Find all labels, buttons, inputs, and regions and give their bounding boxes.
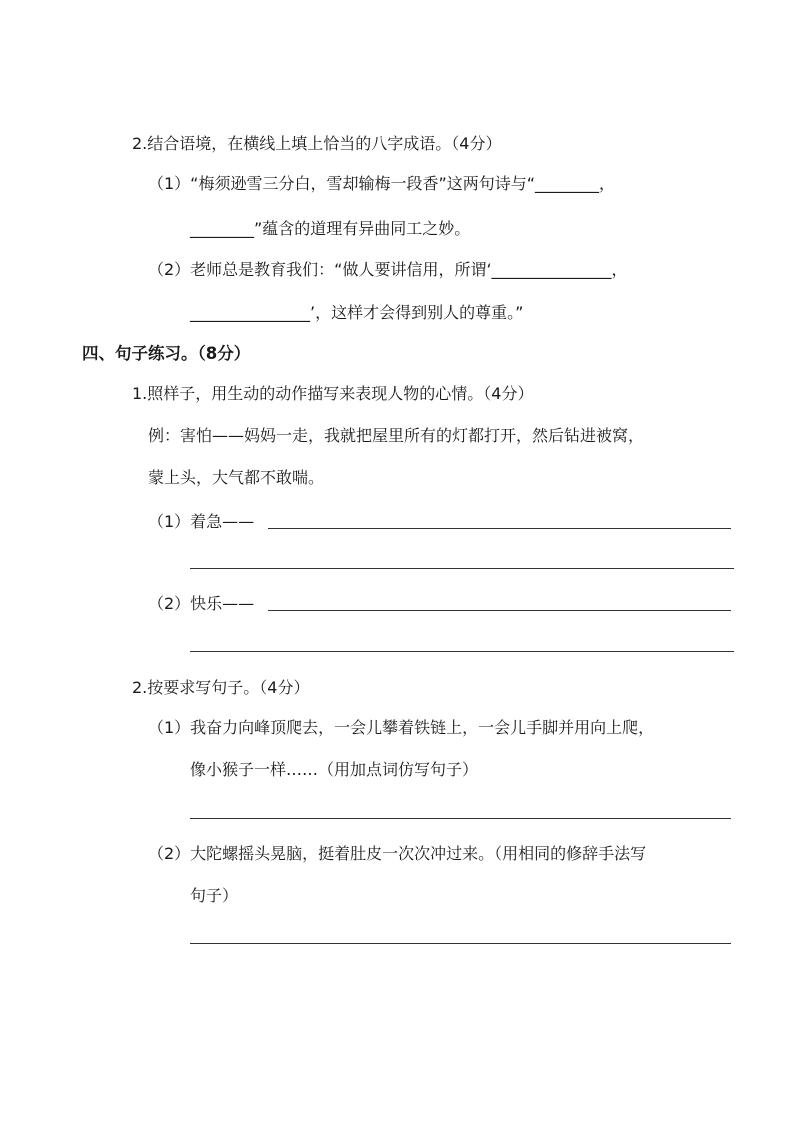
- q2-idiom-title: 2.结合语境，在横线上填上恰当的八字成语。（4分）: [132, 134, 502, 153]
- q1-item1-label: （1）着急——: [148, 512, 255, 531]
- answer-line[interactable]: [190, 943, 731, 944]
- answer-line[interactable]: [190, 568, 734, 569]
- answer-line[interactable]: [268, 528, 731, 529]
- q2-s-item1-line2: 像小猴子一样……（用加点词仿写句子）: [190, 760, 479, 779]
- q2-item2-line2: _______________’，这样才会得到别人的尊重。”: [190, 303, 524, 322]
- answer-line[interactable]: [190, 818, 731, 819]
- q2-s-item1-line1: （1）我奋力向峰顶爬去，一会儿攀着铁链上，一会儿手脚并用向上爬，: [148, 718, 655, 737]
- answer-line[interactable]: [190, 651, 734, 652]
- q2-s-item2-line1: （2）大陀螺摇头晃脑，挺着肚皮一次次冲过来。（用相同的修辞手法写: [148, 844, 647, 863]
- answer-line[interactable]: [268, 610, 731, 611]
- q2-sentence-title: 2.按要求写句子。（4分）: [132, 678, 310, 697]
- q1-example-line1: 例：害怕——妈妈一走，我就把屋里所有的灯都打开，然后钻进被窝，: [148, 426, 645, 445]
- section4-heading: 四、句子练习。（8分）: [82, 344, 251, 363]
- q2-item2-line1: （2）老师总是教育我们：“做人要讲信用，所谓‘_______________，: [148, 260, 628, 279]
- q2-s-item2-line2: 句子）: [190, 886, 239, 905]
- q2-item1-line1: （1）“梅须逊雪三分白，雪却输梅一段香”这两句诗与“________，: [148, 174, 616, 193]
- q1-sentence-title: 1.照样子，用生动的动作描写来表现人物的心情。（4分）: [132, 384, 534, 403]
- q1-item2-label: （2）快乐——: [148, 594, 255, 613]
- q2-item1-line2: ________”蕴含的道理有异曲同工之妙。: [190, 219, 471, 238]
- q1-example-line2: 蒙上头，大气都不敢喘。: [148, 468, 325, 487]
